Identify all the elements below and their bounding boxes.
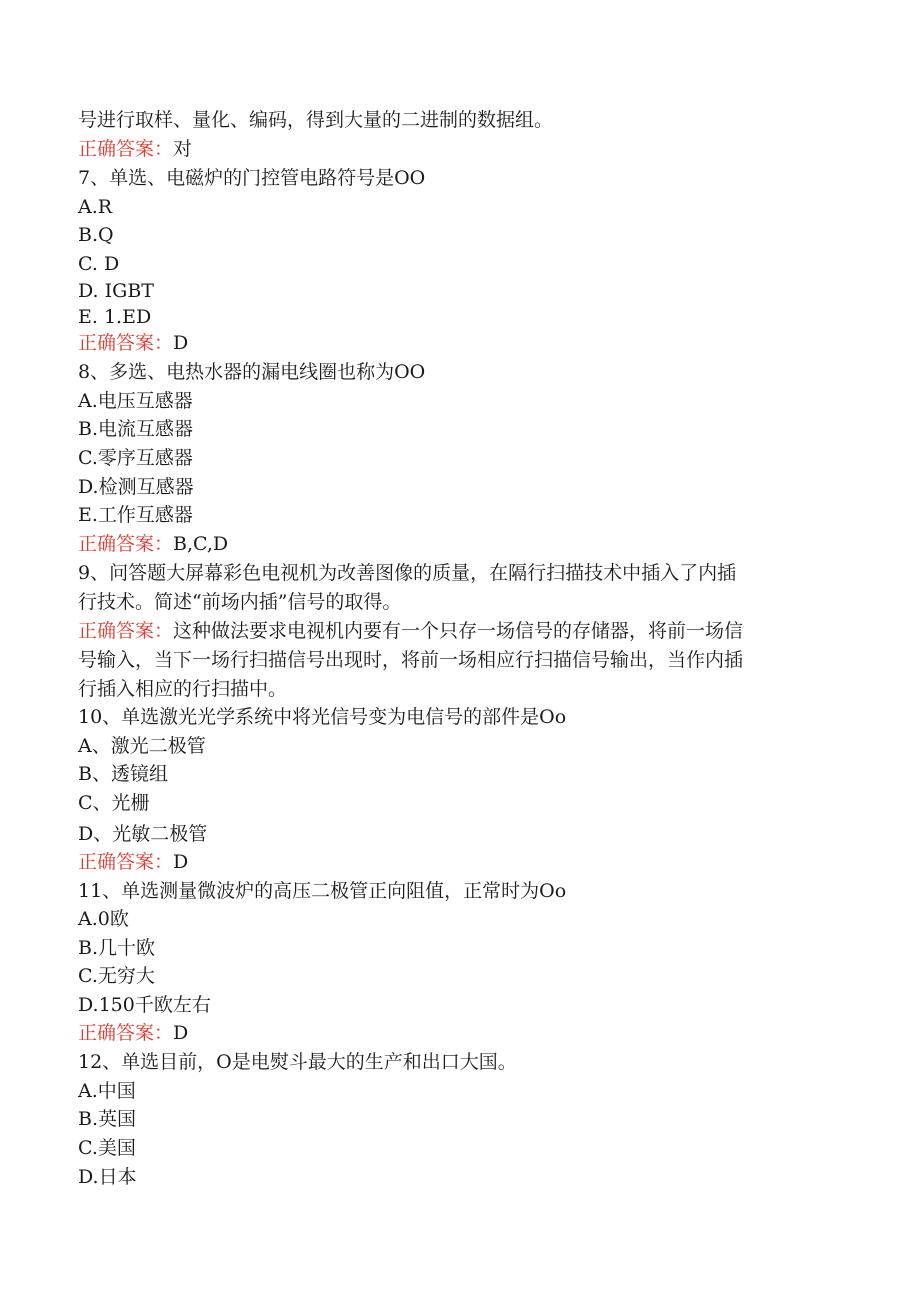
q6-answer: [78, 137, 192, 161]
q11-option-d: D.150千欧左右: [78, 994, 211, 1016]
q7-question: 7、单选、电磁炉的门控管电路符号是OO: [78, 167, 426, 189]
q8-option-c: C.零序互感器: [78, 447, 193, 469]
answer-label: 正确答案：: [78, 533, 174, 555]
q11-option-a: A.0欧: [78, 908, 129, 930]
q11-answer: [78, 1021, 188, 1045]
q8-answer: [78, 532, 228, 556]
answer-label: 正确答案：: [78, 851, 174, 873]
q10-option-d: D、光敏二极管: [78, 823, 208, 845]
q8-question: 8、多选、电热水器的漏电线圈也称为OO: [78, 361, 426, 383]
q8-option-a: A.电压互感器: [78, 390, 193, 412]
q8-option-b: B.电流互感器: [78, 418, 194, 440]
q8-option-e: E.工作互感器: [78, 504, 193, 526]
q8-option-d: D.检测互感器: [78, 476, 194, 498]
answer-value: 对: [173, 138, 193, 160]
q11-option-c: C.无穷大: [78, 965, 155, 987]
q9-answer-line-1: [78, 619, 743, 643]
q7-answer: [78, 331, 188, 355]
q7-option-c: C. D: [78, 253, 120, 275]
q12-option-a: A.中国: [78, 1080, 136, 1102]
answer-value: 这种做法要求电视机内要有一个只存一场信号的存储器，将前一场信: [173, 620, 744, 642]
q9-answer-line-3: 行插入相应的行扫描中。: [78, 678, 288, 700]
q9-question-line-1: 9、问答题大屏幕彩色电视机为改善图像的质量，在隔行扫描技术中插入了内插: [78, 562, 737, 584]
answer-value: B,C,D: [173, 533, 229, 555]
q12-option-d: D.日本: [78, 1166, 137, 1188]
q9-question-line-2: 行技术。简述“前场内插”信号的取得。: [78, 591, 402, 613]
q12-option-b: B.英国: [78, 1108, 137, 1130]
q10-option-b: B、透镜组: [78, 763, 168, 785]
q11-option-b: B.几十欧: [78, 937, 156, 959]
q11-question: 11、单选测量微波炉的高压二极管正向阻值，正常时为Oo: [78, 880, 567, 902]
answer-label: 正确答案：: [78, 620, 174, 642]
q7-option-a: A.R: [78, 196, 113, 218]
answer-value: D: [173, 332, 189, 354]
q7-option-b: B.Q: [78, 224, 114, 246]
q12-option-c: C.美国: [78, 1137, 136, 1159]
answer-value: D: [173, 851, 189, 873]
q7-option-e: E. 1.ED: [78, 306, 152, 328]
answer-label: 正确答案：: [78, 332, 174, 354]
q9-answer-line-2: 号输入，当下一场行扫描信号出现时，将前一场相应行扫描信号输出，当作内插: [78, 649, 744, 671]
q10-option-a: A、激光二极管: [78, 735, 206, 757]
q6-text-tail: 号进行取样、量化、编码，得到大量的二进制的数据组。: [78, 109, 554, 131]
q10-answer: [78, 850, 188, 874]
q10-option-c: C、光栅: [78, 792, 150, 814]
q12-question: 12、单选目前，O是电熨斗最大的生产和出口大国。: [78, 1051, 517, 1073]
q10-question: 10、单选激光光学系统中将光信号变为电信号的部件是Oo: [78, 706, 567, 728]
answer-label: 正确答案：: [78, 1022, 174, 1044]
q7-option-d: D. IGBT: [78, 280, 154, 302]
answer-label: 正确答案：: [78, 138, 174, 160]
answer-value: D: [173, 1022, 189, 1044]
